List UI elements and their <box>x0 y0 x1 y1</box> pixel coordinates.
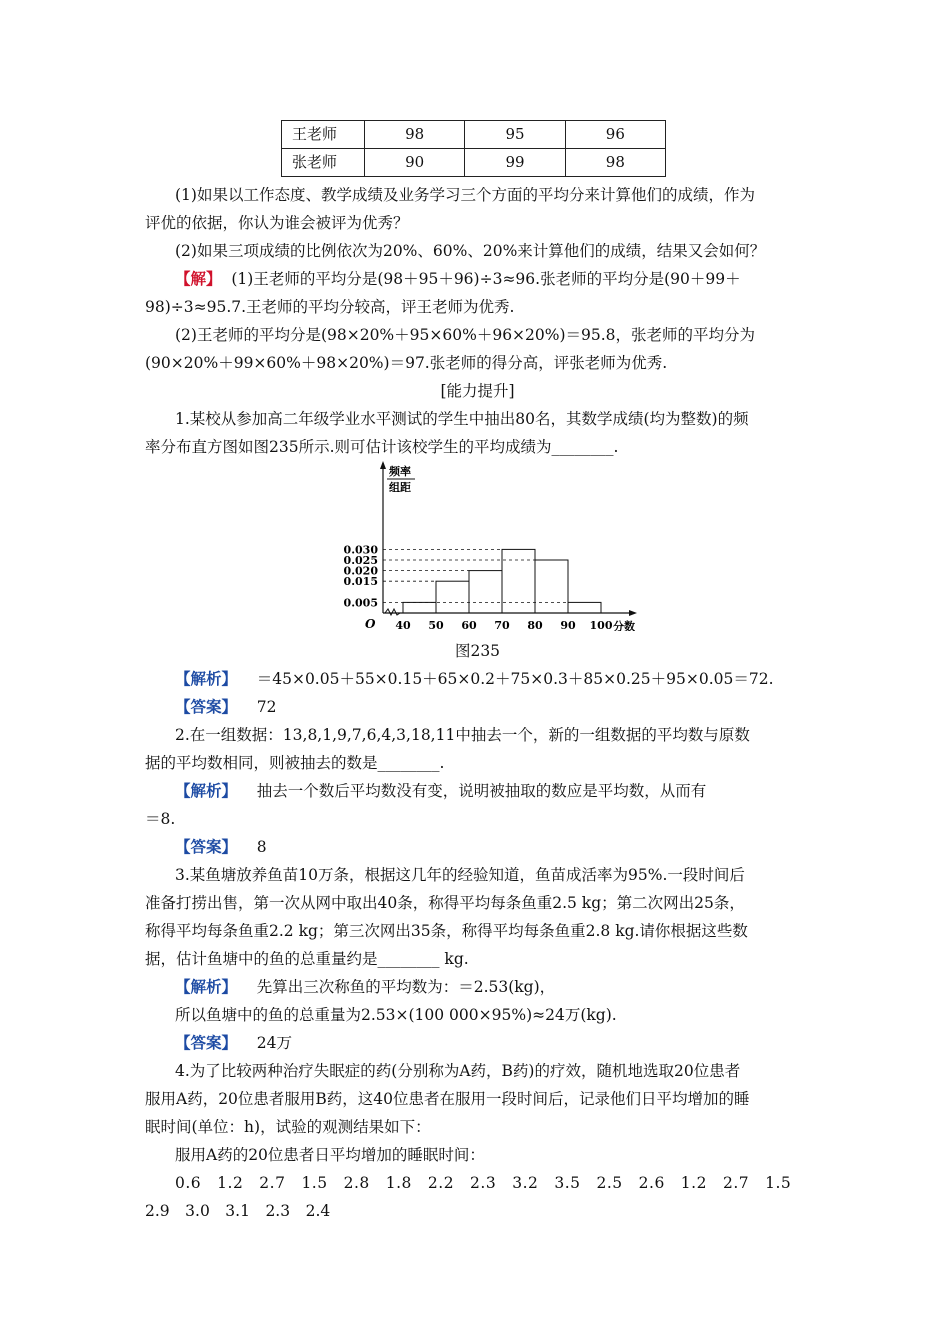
y-tick-label: 0.020 <box>343 564 378 578</box>
x-axis-arrow <box>629 610 637 616</box>
problem-4-line: 4.为了比较两种治疗失眠症的药(分别称为A药，B药)的疗效，随机地选取20位患者 <box>175 1062 741 1080</box>
analysis-tag: 【解析】 <box>175 782 238 800</box>
analysis-text: ＝45×0.05＋55×0.15＋65×0.2＋75×0.3＋85×0.25＋95×0.05＝72. <box>256 670 774 688</box>
histogram-bar <box>568 602 601 613</box>
x-axis-label: 分数 <box>613 620 635 631</box>
analysis-line: 所以鱼塘中的鱼的总重量为2.53×(100 000×95%)≈24万(kg). <box>175 1006 617 1024</box>
solution-line <box>145 265 810 293</box>
x-tick-label: 80 <box>527 619 543 631</box>
x-tick-label: 90 <box>560 619 576 631</box>
analysis-text: 先算出三次称鱼的平均数为：＝2.53(kg)， <box>256 978 556 996</box>
problem-2-line: 2.在一组数据：13,8,1,9,7,6,4,3,18,11中抽去一个，新的一组数据的平均数与原数 <box>175 726 750 744</box>
answer-line <box>145 693 810 721</box>
question-2: (2)如果三项成绩的比例依次为20%、60%、20%来计算他们的成绩，结果又会如何？ <box>175 242 766 260</box>
analysis-line: ＝8. <box>145 810 176 828</box>
solution-line: (2)王老师的平均分是(98×20%＋95×60%＋96×20%)＝95.8，张老师的平均分为 <box>175 326 756 344</box>
figure-caption: 图235 <box>454 642 501 660</box>
y-label-bottom: 组距 <box>389 481 411 494</box>
question-1-line: 评优的依据，你认为谁会被评为优秀？ <box>145 214 409 232</box>
answer-tag: 【答案】 <box>175 838 238 856</box>
analysis-tag: 【解析】 <box>175 978 238 996</box>
score-cell: 99 <box>465 149 565 177</box>
solution-tag: 【解】 <box>175 270 222 288</box>
origin-label: O <box>365 617 376 631</box>
score-cell: 90 <box>365 149 465 177</box>
score-cell: 95 <box>465 121 565 149</box>
y-tick-label: 0.015 <box>343 575 378 589</box>
analysis-text: 抽去一个数后平均数没有变，说明被抽取的数应是平均数，从而有 <box>256 782 707 800</box>
answer-text: 24万 <box>256 1034 292 1052</box>
data-row: 2.9 3.0 3.1 2.3 2.4 <box>145 1202 331 1220</box>
problem-3-line: 据，估计鱼塘中的鱼的总重量约是________ kg. <box>145 950 469 968</box>
x-tick-label: 60 <box>461 619 477 631</box>
problem-1-line: 率分布直方图如图235所示.则可估计该校学生的平均成绩为________. <box>145 438 619 456</box>
answer-text: 8 <box>256 838 267 856</box>
score-cell: 96 <box>565 121 665 149</box>
document-page <box>145 120 810 1225</box>
data-row: 0.6 1.2 2.7 1.5 2.8 1.8 2.2 2.3 3.2 3.5 2.5 2.6 1.2 2.7 1.5 <box>175 1174 792 1192</box>
x-tick-label: 40 <box>395 619 411 631</box>
y-label-top: 频率 <box>389 465 411 478</box>
problem-4-line: 服用A药，20位患者服用B药，这40位患者在服用一段时间后，记录他们日平均增加的睡 <box>145 1090 750 1108</box>
teacher-name: 张老师 <box>282 149 365 177</box>
y-axis-arrow <box>380 461 386 469</box>
score-cell: 98 <box>565 149 665 177</box>
answer-tag: 【答案】 <box>175 698 238 716</box>
solution-line: (90×20%＋99×60%＋98×20%)＝97.张老师的得分高，评张老师为优秀. <box>145 354 668 372</box>
table-row <box>282 149 666 177</box>
x-tick-label: 50 <box>428 619 444 631</box>
histogram-bar <box>502 549 535 613</box>
histogram-chart <box>145 461 810 631</box>
histogram-bar <box>535 560 568 613</box>
problem-3-line: 3.某鱼塘放养鱼苗10万条，根据这几年的经验知道，鱼苗成活率为95%.一段时间后 <box>175 866 745 884</box>
score-table <box>281 120 666 177</box>
solution-text: (1)王老师的平均分是(98＋95＋96)÷3≈96.张老师的平均分是(90＋99＋ <box>231 270 741 288</box>
histogram-bar <box>403 602 436 613</box>
histogram-figure <box>145 461 810 631</box>
y-tick-label: 0.025 <box>343 554 378 567</box>
histogram-bar <box>469 571 502 613</box>
section-heading: [能力提升] <box>440 382 515 400</box>
table-row <box>282 121 666 149</box>
solution-line: 98)÷3≈95.7.王老师的平均分较高，评王老师为优秀. <box>145 298 515 316</box>
problem-2-line: 据的平均数相同，则被抽去的数是________. <box>145 754 445 772</box>
problem-3-line: 准备打捞出售，第一次从网中取出40条，称得平均每条鱼重2.5 kg；第二次网出25条， <box>145 894 745 912</box>
x-tick-label: 70 <box>494 619 510 631</box>
y-tick-label: 0.005 <box>343 596 378 610</box>
axis-break <box>385 609 400 615</box>
problem-4-line: 服用A药的20位患者日平均增加的睡眠时间： <box>175 1146 485 1164</box>
analysis-tag: 【解析】 <box>175 670 238 688</box>
analysis-line <box>145 973 810 1001</box>
answer-line <box>145 833 810 861</box>
x-tick-label: 100 <box>589 619 613 631</box>
answer-line <box>145 1029 810 1057</box>
analysis-line <box>145 665 810 693</box>
score-cell: 98 <box>365 121 465 149</box>
y-tick-label: 0.030 <box>343 543 378 557</box>
answer-text: 72 <box>256 698 277 716</box>
question-1-line: (1)如果以工作态度、教学成绩及业务学习三个方面的平均分来计算他们的成绩，作为 <box>175 186 755 204</box>
teacher-name: 王老师 <box>282 121 365 149</box>
answer-tag: 【答案】 <box>175 1034 238 1052</box>
analysis-line <box>145 777 810 805</box>
problem-1-line: 1.某校从参加高二年级学业水平测试的学生中抽出80名，其数学成绩(均为整数)的频 <box>175 410 749 428</box>
problem-3-line: 称得平均每条鱼重2.2 kg；第三次网出35条，称得平均每条鱼重2.8 kg.请你根据这些数 <box>145 922 748 940</box>
histogram-bar <box>436 581 469 613</box>
problem-4-line: 眠时间(单位：h)，试验的观测结果如下： <box>145 1118 431 1136</box>
